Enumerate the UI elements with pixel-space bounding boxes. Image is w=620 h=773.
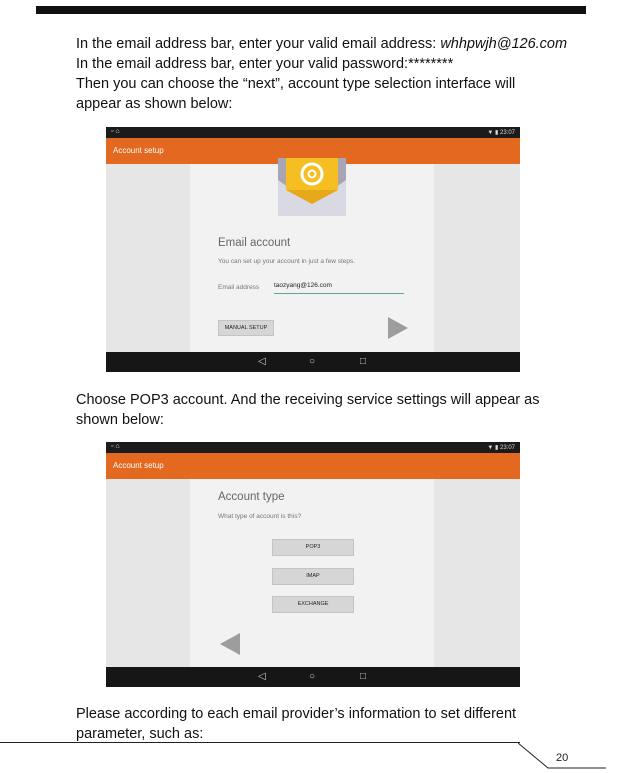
- battery-icon: ▮: [495, 130, 499, 136]
- status-right: [487, 444, 515, 451]
- nav-home-icon[interactable]: ○: [309, 356, 316, 367]
- wifi-icon: ▼: [487, 130, 494, 136]
- nav-recents-icon[interactable]: □: [360, 356, 367, 367]
- footer-rule: [0, 742, 520, 743]
- app-bar-title: Account setup: [113, 461, 164, 470]
- status-time: 23:07: [499, 445, 515, 451]
- intro-line-3: Then you can choose the “next”, account type selection interface will: [76, 76, 516, 92]
- nav-back-icon[interactable]: ◁: [258, 671, 266, 682]
- intro-line-2: In the email address bar, enter your valid password:********: [76, 56, 454, 72]
- screenshot-email-account: [106, 127, 520, 372]
- manual-setup-button[interactable]: MANUAL SETUP: [218, 320, 274, 336]
- exchange-button[interactable]: EXCHANGE: [272, 596, 354, 613]
- intro-line-4: appear as shown below:: [76, 96, 233, 112]
- email-address-label: Email address: [218, 284, 260, 291]
- status-time: 23:07: [499, 130, 515, 136]
- email-address-input[interactable]: taozyang@126.com: [274, 282, 404, 294]
- status-bar: [106, 442, 520, 453]
- middle-line-2: shown below:: [76, 412, 164, 428]
- intro-line-1: In the email address bar, enter your valid email address: whhpwjh@126.com: [76, 36, 568, 52]
- app-bar-title: Account setup: [113, 146, 164, 155]
- email-icon: [276, 158, 348, 220]
- outro-line-2: parameter, such as:: [76, 726, 204, 742]
- screenshot-account-type: [106, 442, 520, 687]
- header-rule: [36, 6, 586, 14]
- battery-icon: ▮: [495, 445, 499, 451]
- heading-email-account: Email account: [218, 237, 291, 249]
- imap-button[interactable]: IMAP: [272, 568, 354, 585]
- subtitle-account-question: What type of account is this?: [218, 513, 302, 520]
- setup-card: [190, 164, 434, 352]
- nav-back-icon[interactable]: ◁: [258, 356, 266, 367]
- app-bar: [106, 453, 520, 479]
- nav-recents-icon[interactable]: □: [360, 671, 367, 682]
- account-type-card: [190, 479, 434, 667]
- notification-icon: ▫ ⌂: [111, 443, 120, 450]
- notification-icon: ▫ ⌂: [111, 128, 120, 135]
- nav-bar: [106, 352, 520, 372]
- subtitle-steps: You can set up your account in just a few steps.: [218, 258, 356, 265]
- heading-account-type: Account type: [218, 491, 285, 503]
- status-right: [487, 129, 515, 136]
- email-address-text: whhpwjh@126.com: [440, 36, 568, 52]
- status-bar: [106, 127, 520, 138]
- page-number: 20: [556, 752, 569, 764]
- nav-bar: [106, 667, 520, 687]
- middle-line-1: Choose POP3 account. And the receiving service settings will appear as: [76, 392, 540, 408]
- pop3-button[interactable]: POP3: [272, 539, 354, 556]
- next-arrow-icon[interactable]: [386, 315, 410, 341]
- nav-home-icon[interactable]: ○: [309, 671, 316, 682]
- wifi-icon: ▼: [487, 445, 494, 451]
- back-arrow-icon[interactable]: [218, 631, 242, 657]
- outro-line-1: Please according to each email provider’s information to set different: [76, 706, 517, 722]
